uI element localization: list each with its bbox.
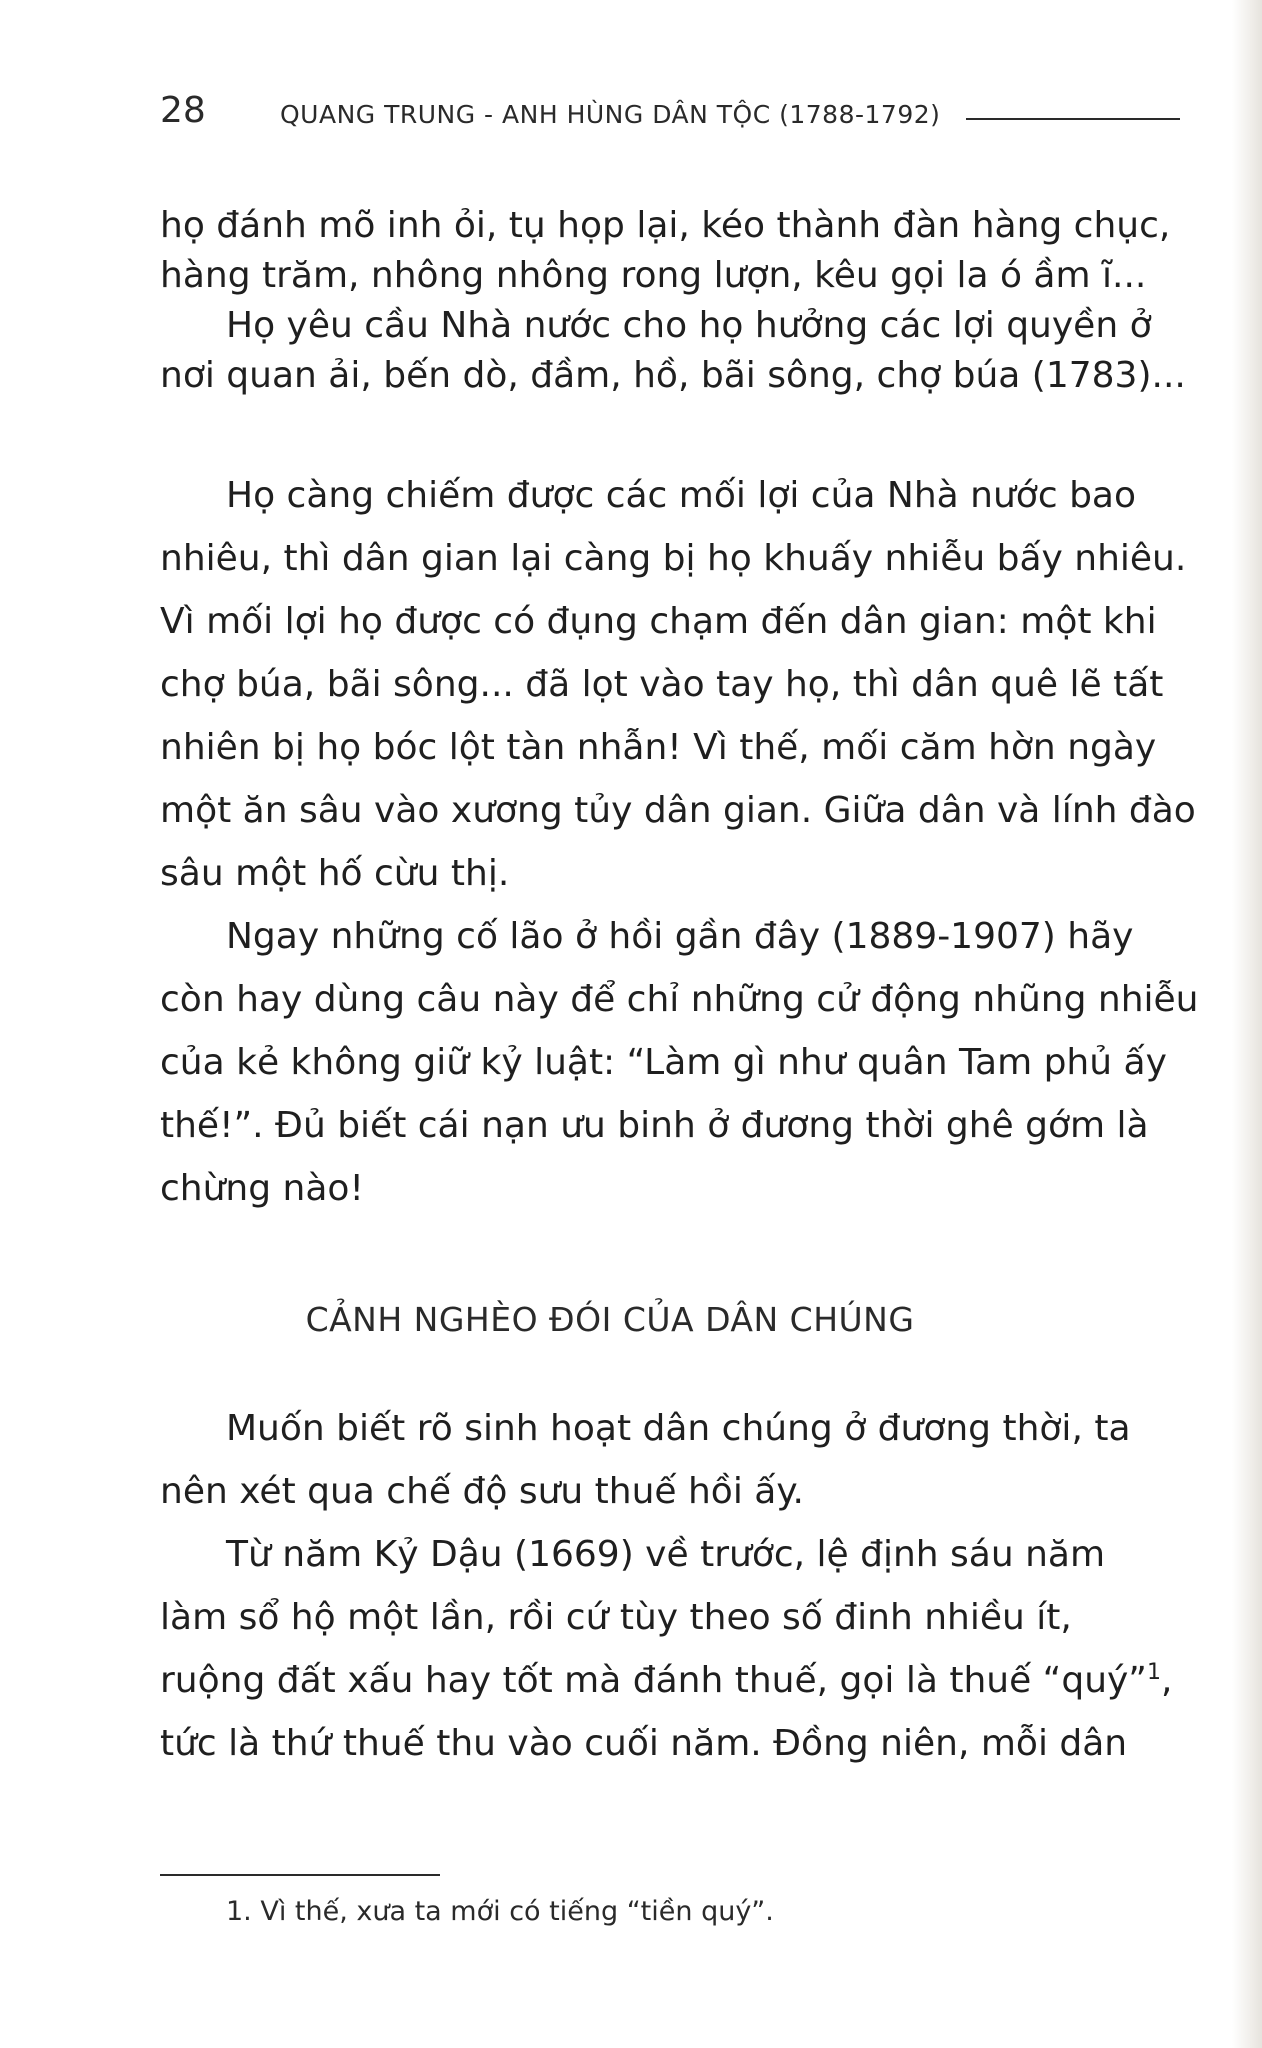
body-line-text: ruộng đất xấu hay tốt mà đánh thuế, gọi là thuế “quý” bbox=[160, 1660, 1147, 1701]
running-title: QUANG TRUNG - ANH HÙNG DÂN TỘC (1788-1792) bbox=[280, 100, 941, 129]
body-line: Từ năm Kỷ Dậu (1669) về trước, lệ định sáu năm bbox=[226, 1534, 1106, 1575]
body-line: của kẻ không giữ kỷ luật: “Làm gì như quân Tam phủ ấy bbox=[160, 1042, 1167, 1083]
body-line: làm sổ hộ một lần, rồi cứ tùy theo số đinh nhiều ít, bbox=[160, 1597, 1072, 1638]
body-line: Họ yêu cầu Nhà nước cho họ hưởng các lợi quyền ở bbox=[226, 305, 1152, 346]
section-heading: CẢNH NGHÈO ĐÓI CỦA DÂN CHÚNG bbox=[305, 1300, 915, 1339]
body-line: nơi quan ải, bến dò, đầm, hồ, bãi sông, chợ búa (1783)... bbox=[160, 355, 1186, 396]
body-line: Ngay những cố lão ở hồi gần đây (1889-1907) hãy bbox=[226, 916, 1134, 957]
body-line: thế!”. Đủ biết cái nạn ưu binh ở đương thời ghê gớm là bbox=[160, 1105, 1149, 1146]
footnote-rule bbox=[160, 1874, 440, 1876]
footnote: 1. Vì thế, xưa ta mới có tiếng “tiền quý”. bbox=[226, 1896, 774, 1927]
body-line: còn hay dùng câu này để chỉ những cử động nhũng nhiễu bbox=[160, 979, 1199, 1020]
body-line: Muốn biết rõ sinh hoạt dân chúng ở đương thời, ta bbox=[226, 1408, 1131, 1449]
body-line: họ đánh mõ inh ỏi, tụ họp lại, kéo thành đàn hàng chục, bbox=[160, 205, 1171, 246]
body-line: sâu một hố cừu thị. bbox=[160, 853, 510, 894]
body-line: chừng nào! bbox=[160, 1168, 364, 1209]
body-line: hàng trăm, nhông nhông rong lượn, kêu gọi la ó ầm ĩ... bbox=[160, 255, 1147, 296]
body-line: một ăn sâu vào xương tủy dân gian. Giữa dân và lính đào bbox=[160, 790, 1196, 831]
page-number: 28 bbox=[160, 90, 206, 131]
body-line-with-footnote bbox=[160, 1660, 1172, 1701]
body-line: chợ búa, bãi sông... đã lọt vào tay họ, thì dân quê lẽ tất bbox=[160, 664, 1164, 705]
body-line: nhiên bị họ bóc lột tàn nhẫn! Vì thế, mối căm hờn ngày bbox=[160, 727, 1157, 768]
body-line: Vì mối lợi họ được có đụng chạm đến dân gian: một khi bbox=[160, 601, 1157, 642]
body-line: nên xét qua chế độ sưu thuế hồi ấy. bbox=[160, 1471, 804, 1512]
footnote-marker[interactable]: 1 bbox=[1146, 1660, 1161, 1685]
body-line-punctuation: , bbox=[1160, 1660, 1173, 1701]
body-line: nhiêu, thì dân gian lại càng bị họ khuấy nhiễu bấy nhiêu. bbox=[160, 538, 1187, 579]
header-rule bbox=[966, 118, 1180, 120]
body-line: tức là thứ thuế thu vào cuối năm. Đồng niên, mỗi dân bbox=[160, 1723, 1128, 1764]
page-header bbox=[160, 88, 1180, 138]
body-line: Họ càng chiếm được các mối lợi của Nhà nước bao bbox=[226, 475, 1137, 516]
page-edge bbox=[1232, 0, 1262, 2048]
